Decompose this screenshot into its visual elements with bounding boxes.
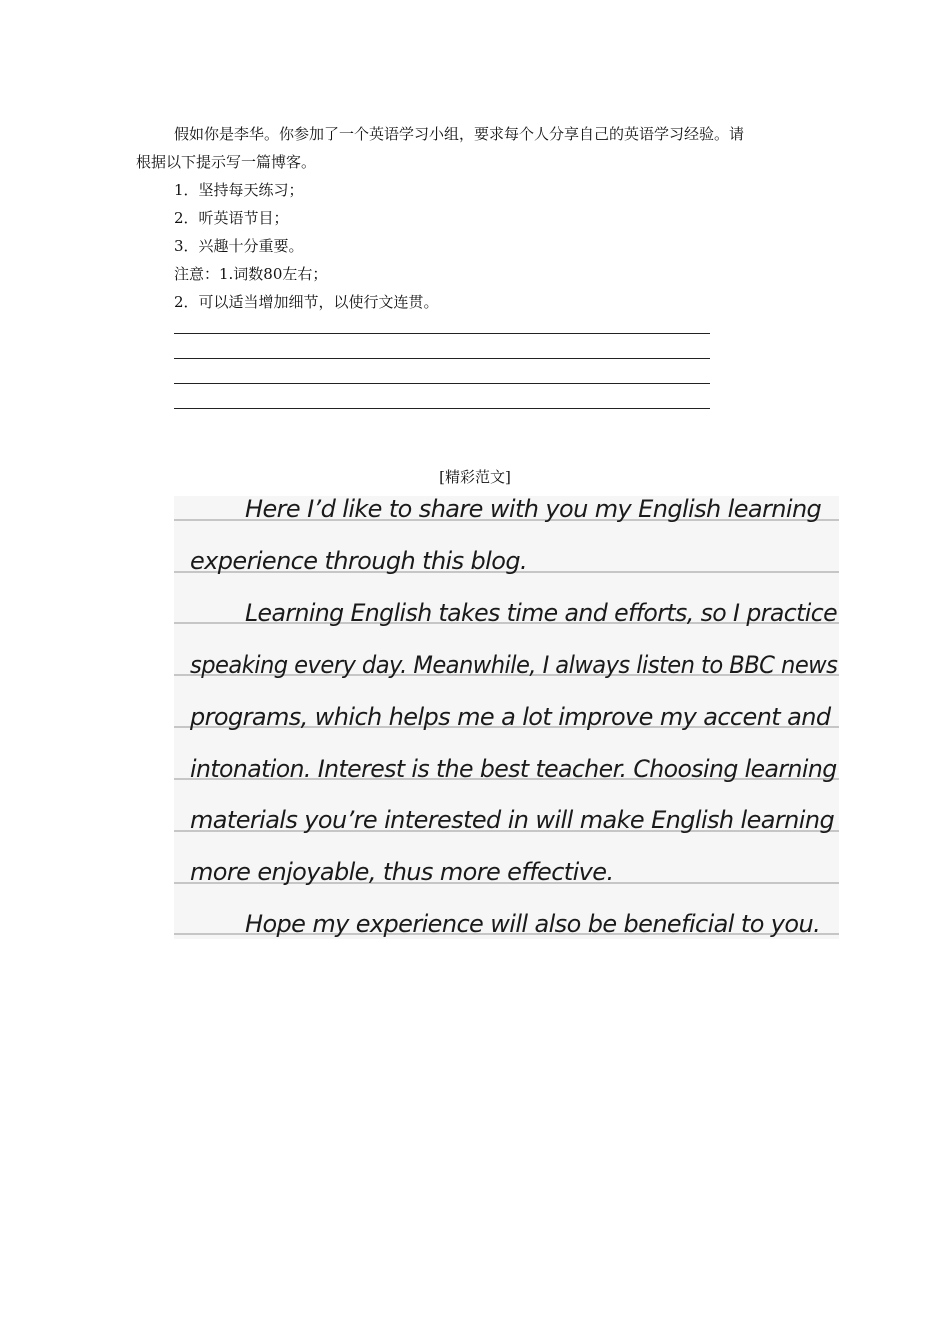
answer-line (174, 358, 710, 359)
prompt-intro-line1: 假如你是李华。你参加了一个英语学习小组，要求每个人分享自己的英语学习经验。请 (174, 125, 745, 143)
essay-line-6: intonation. Interest is the best teacher. Choosing learning (190, 755, 837, 783)
writing-prompt (136, 120, 826, 316)
prompt-item-3: 3．兴趣十分重要。 (174, 237, 304, 255)
prompt-intro-line2: 根据以下提示写一篇博客。 (136, 153, 317, 171)
essay-line-1: Here I’d like to share with you my English learning (245, 495, 822, 523)
prompt-item-1: 1．坚持每天练习； (174, 181, 304, 199)
essay-line-4: speaking every day. Meanwhile, I always listen to BBC news (190, 651, 838, 679)
essay-line-7: materials you’re interested in will make English learning (190, 806, 835, 834)
answer-line (174, 408, 710, 409)
prompt-item-2: 2．听英语节目； (174, 209, 289, 227)
sample-heading: [精彩范文] (439, 468, 511, 486)
essay-line-8: more enjoyable, thus more effective. (190, 858, 614, 886)
answer-line (174, 383, 710, 384)
prompt-note-2: 2．可以适当增加细节，以使行文连贯。 (174, 293, 439, 311)
sample-essay (174, 496, 839, 939)
essay-line-9: Hope my experience will also be beneficial to you. (245, 910, 821, 938)
essay-line-3: Learning English takes time and efforts, so I practice (245, 599, 838, 627)
prompt-note-1: 注意：1.词数80左右； (174, 265, 328, 283)
essay-line-5: programs, which helps me a lot improve my accent and (190, 703, 831, 731)
essay-line-2: experience through this blog. (190, 547, 527, 575)
answer-line (174, 333, 710, 334)
